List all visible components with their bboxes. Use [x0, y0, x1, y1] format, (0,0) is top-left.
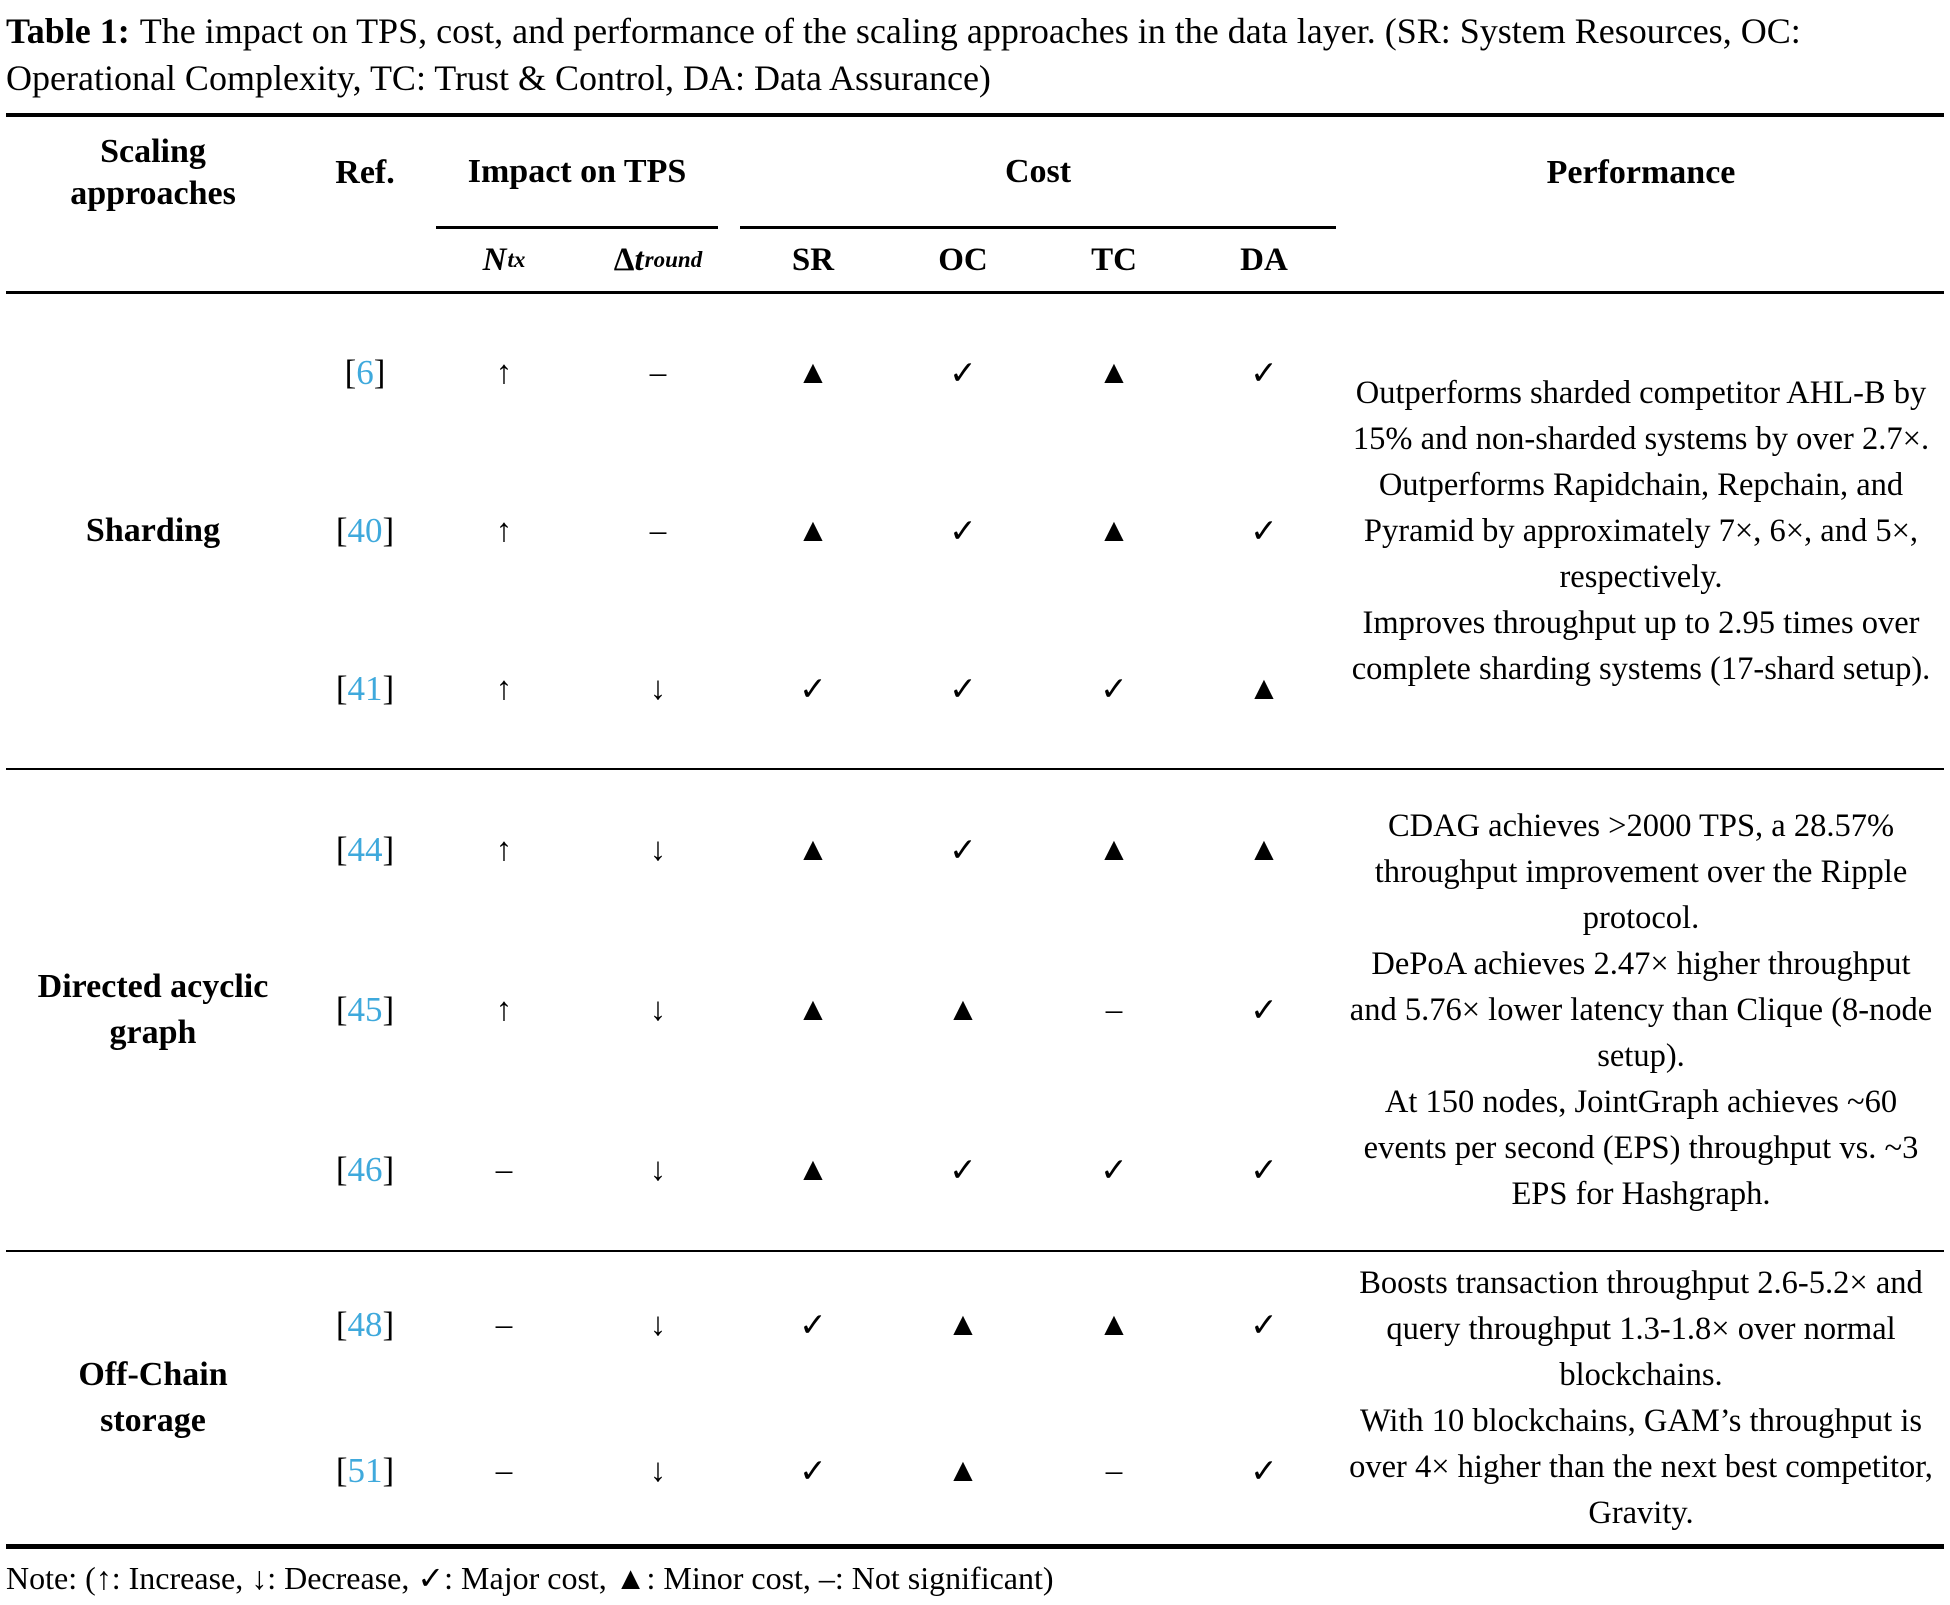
delta-symbol: Δ	[613, 241, 635, 278]
ntx-value: –	[495, 1306, 513, 1343]
sr-value: ✓	[799, 1308, 827, 1345]
bracket-close: ]	[382, 1150, 395, 1190]
oc-value: ✓	[949, 356, 977, 393]
sr-value: ▲	[796, 512, 830, 549]
ntx-value: ↑	[495, 354, 513, 391]
citation-link[interactable]: 41	[347, 669, 383, 709]
da-value: ✓	[1250, 514, 1278, 551]
ref-cell	[300, 610, 430, 768]
table-caption-text: The impact on TPS, cost, and performance of the scaling approaches in the data layer. (SR: System Resources, OC: Operational Complexity, TC: Trust & Control, DA: Data Assurance)	[6, 11, 1801, 99]
citation-link[interactable]: 44	[347, 830, 383, 870]
ntx-value: ↑	[495, 831, 513, 868]
tc-value: –	[1105, 991, 1123, 1028]
da-value: ▲	[1247, 831, 1281, 868]
header-group-impact-on-tps: Impact on TPS	[436, 117, 718, 229]
dt-round-value: ↓	[649, 1452, 667, 1489]
oc-value: ✓	[949, 514, 977, 551]
sr-value: ▲	[796, 354, 830, 391]
sr-value: ▲	[796, 991, 830, 1028]
citation-link[interactable]: 45	[347, 990, 383, 1030]
dt-round-value: ↓	[649, 1151, 667, 1188]
bracket-close: ]	[382, 1451, 395, 1491]
bracket-open: [	[335, 1150, 348, 1190]
performance-sentence: Improves throughput up to 2.95 times over complete sharding systems (17-shard setup).	[1351, 605, 1931, 688]
section-directed-acyclic-graph	[6, 768, 1944, 1250]
approach-text: Directed acyclic graph	[37, 968, 269, 1052]
sr-value: ▲	[796, 831, 830, 868]
data-table	[6, 113, 1944, 1549]
section-off-chain-storage	[6, 1250, 1944, 1544]
tc-value: ▲	[1097, 512, 1131, 549]
ref-cell	[300, 1090, 430, 1250]
header-ref: Ref.	[335, 154, 395, 192]
header-oc: OC	[938, 241, 988, 278]
bracket-open: [	[335, 830, 348, 870]
tc-value: ✓	[1100, 1153, 1128, 1190]
ntx-variable: N	[482, 241, 507, 278]
bracket-open: [	[335, 511, 348, 551]
citation-link[interactable]: 40	[347, 511, 383, 551]
bracket-close: ]	[382, 1305, 395, 1345]
header-ntx: N tx	[482, 241, 526, 278]
sr-value: ✓	[799, 672, 827, 709]
dt-round-value: –	[649, 354, 667, 391]
da-value: ✓	[1250, 1308, 1278, 1345]
citation-link[interactable]: 48	[347, 1305, 383, 1345]
bracket-close: ]	[382, 669, 395, 709]
oc-value: ▲	[946, 1306, 980, 1343]
approach-text: Sharding	[85, 512, 221, 550]
performance-sentence: DePoA achieves 2.47× higher throughput and 5.76× lower latency than Clique (8-node setup).	[1349, 946, 1933, 1075]
header-scaling-approaches-label: Scaling approaches	[70, 132, 236, 213]
approach-text: Off-Chain storage	[78, 1356, 228, 1440]
table-header	[6, 117, 1944, 294]
performance-sentence: With 10 blockchains, GAM’s throughput is over 4× higher than the next best competitor, Gravity.	[1349, 1403, 1933, 1532]
approach-label-off-chain	[6, 1252, 300, 1544]
sr-value: ▲	[796, 1151, 830, 1188]
table-caption	[6, 8, 1944, 102]
tc-value: ▲	[1097, 354, 1131, 391]
da-value: ✓	[1250, 1454, 1278, 1491]
oc-value: ✓	[949, 1153, 977, 1190]
bracket-open: [	[335, 1305, 348, 1345]
citation-link[interactable]: 6	[356, 353, 374, 393]
citation-link[interactable]: 51	[347, 1451, 383, 1491]
table-caption-label: Table 1:	[6, 11, 130, 51]
tc-value: ✓	[1100, 672, 1128, 709]
section-sharding	[6, 294, 1944, 768]
header-da: DA	[1240, 241, 1288, 278]
ref-cell	[300, 1398, 430, 1544]
performance-sentence: Boosts transaction throughput 2.6-5.2× and query throughput 1.3-1.8× over normal blockchains.	[1359, 1265, 1923, 1394]
bracket-close: ]	[382, 830, 395, 870]
header-scaling-approaches	[6, 117, 300, 229]
ref-cell	[300, 930, 430, 1090]
bracket-open: [	[335, 1451, 348, 1491]
ref-cell	[300, 452, 430, 610]
header-sr: SR	[791, 241, 835, 278]
dt-round-value: –	[649, 512, 667, 549]
performance-cell	[1338, 294, 1944, 768]
bracket-open: [	[335, 990, 348, 1030]
ntx-value: ↑	[495, 512, 513, 549]
approach-label-sharding	[6, 294, 300, 768]
da-value: ✓	[1250, 1153, 1278, 1190]
citation-link[interactable]: 46	[347, 1150, 383, 1190]
bracket-close: ]	[382, 511, 395, 551]
dt-round-value: ↓	[649, 1306, 667, 1343]
header-tc: TC	[1091, 241, 1137, 278]
da-value: ▲	[1247, 670, 1281, 707]
bracket-open: [	[344, 353, 357, 393]
oc-value: ▲	[946, 991, 980, 1028]
dt-round-value: ↓	[649, 831, 667, 868]
performance-sentence: CDAG achieves >2000 TPS, a 28.57% throughput improvement over the Ripple protocol.	[1374, 808, 1908, 937]
table-note: Note: (↑: Increase, ↓: Decrease, ✓: Major cost, ▲: Minor cost, –: Not significant)	[6, 1560, 1054, 1597]
bracket-open: [	[335, 669, 348, 709]
da-value: ✓	[1250, 993, 1278, 1030]
bracket-close: ]	[373, 353, 386, 393]
header-group-cost: Cost	[740, 117, 1336, 229]
t-variable: t	[634, 241, 644, 278]
ntx-value: ↑	[495, 991, 513, 1028]
performance-cell	[1338, 770, 1944, 1250]
ref-cell	[300, 294, 430, 452]
bracket-close: ]	[382, 990, 395, 1030]
sr-value: ✓	[799, 1454, 827, 1491]
da-value: ✓	[1250, 356, 1278, 393]
header-delta-t-round: Δ t round	[613, 241, 703, 278]
oc-value: ▲	[946, 1452, 980, 1489]
oc-value: ✓	[949, 833, 977, 870]
performance-sentence: Outperforms sharded competitor AHL-B by 15% and non-sharded systems by over 2.7×.	[1352, 375, 1930, 458]
ntx-value: –	[495, 1452, 513, 1489]
ref-cell	[300, 1252, 430, 1398]
ntx-value: ↑	[495, 670, 513, 707]
dt-round-value: ↓	[649, 991, 667, 1028]
tc-value: ▲	[1097, 831, 1131, 868]
performance-cell	[1338, 1252, 1944, 1544]
performance-sentence: Outperforms Rapidchain, Repchain, and Pyramid by approximately 7×, 6×, and 5×, respectively.	[1363, 467, 1919, 596]
dt-round-value: ↓	[649, 670, 667, 707]
oc-value: ✓	[949, 672, 977, 709]
approach-label-dag	[6, 770, 300, 1250]
ref-cell	[300, 770, 430, 930]
header-performance: Performance	[1546, 154, 1736, 192]
performance-sentence: At 150 nodes, JointGraph achieves ~60 events per second (EPS) throughput vs. ~3 EPS for Hashgraph.	[1363, 1084, 1919, 1213]
tc-value: –	[1105, 1452, 1123, 1489]
tc-value: ▲	[1097, 1306, 1131, 1343]
ntx-value: –	[495, 1151, 513, 1188]
